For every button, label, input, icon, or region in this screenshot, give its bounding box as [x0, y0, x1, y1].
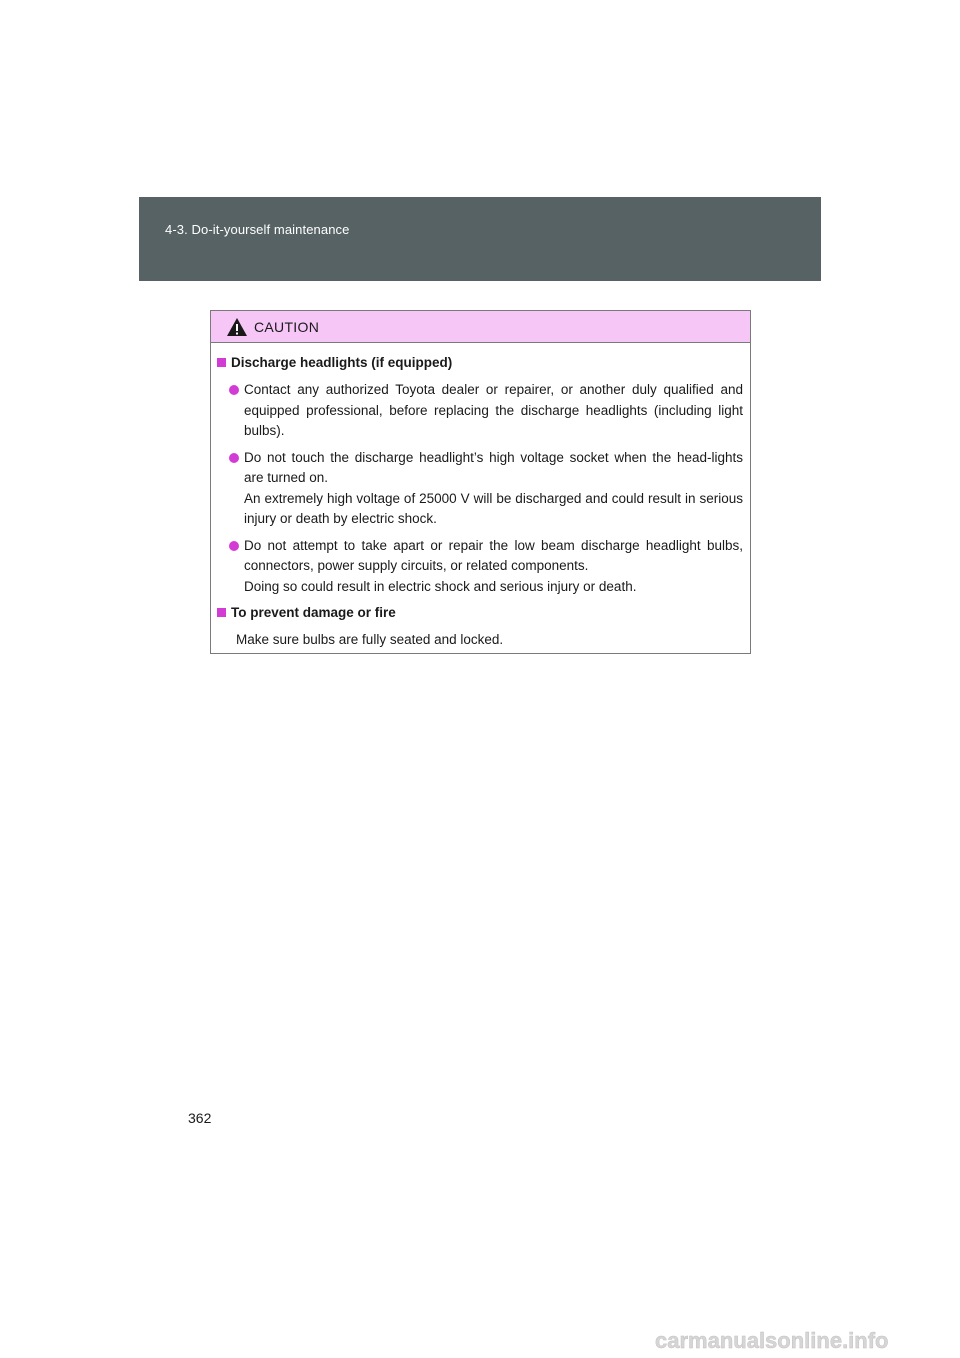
section-heading-text: Discharge headlights (if equipped) [231, 355, 453, 370]
paragraph: An extremely high voltage of 25000 V will be discharged and could result in serious injury or death by electric shock. [244, 490, 743, 526]
list-item-text [244, 448, 743, 530]
list-item [229, 380, 743, 442]
paragraph: Doing so could result in electric shock and serious injury or death. [244, 578, 637, 594]
paragraph: Do not attempt to take apart or repair the low beam discharge headlight bulbs, connectors, power supply circuits, or related components. [244, 537, 743, 573]
section-title: 4-3. Do-it-yourself maintenance [165, 222, 350, 237]
section-heading-damage [216, 603, 743, 622]
section-heading-discharge [216, 353, 743, 372]
circle-bullet-icon [229, 385, 239, 395]
list-item [229, 536, 743, 598]
list-item-text [244, 536, 743, 598]
circle-bullet-icon [229, 453, 239, 463]
warning-triangle-icon [226, 317, 248, 337]
section-text: Make sure bulbs are fully seated and locked. [236, 632, 504, 647]
square-bullet-icon [217, 608, 226, 617]
section-header-band [139, 197, 821, 281]
caution-body [211, 343, 750, 650]
list-item-text [244, 380, 743, 442]
caution-label: CAUTION [254, 319, 320, 335]
paragraph: Do not touch the discharge headlight’s high voltage socket when the head-lights are turned on. [244, 449, 743, 485]
caution-header [211, 311, 750, 343]
watermark-logo [655, 1328, 955, 1354]
watermark-text: carmanualsonline.info [655, 1328, 889, 1353]
page-number: 362 [188, 1110, 212, 1126]
list-item [229, 448, 743, 530]
square-bullet-icon [217, 358, 226, 367]
paragraph: Contact any authorized Toyota dealer or repairer, or another duly qualified and equipped professional, before replacing the discharge headlights (including light bulbs). [244, 382, 743, 438]
section-heading-text: To prevent damage or fire [231, 605, 396, 620]
circle-bullet-icon [229, 541, 239, 551]
caution-box [210, 310, 751, 654]
